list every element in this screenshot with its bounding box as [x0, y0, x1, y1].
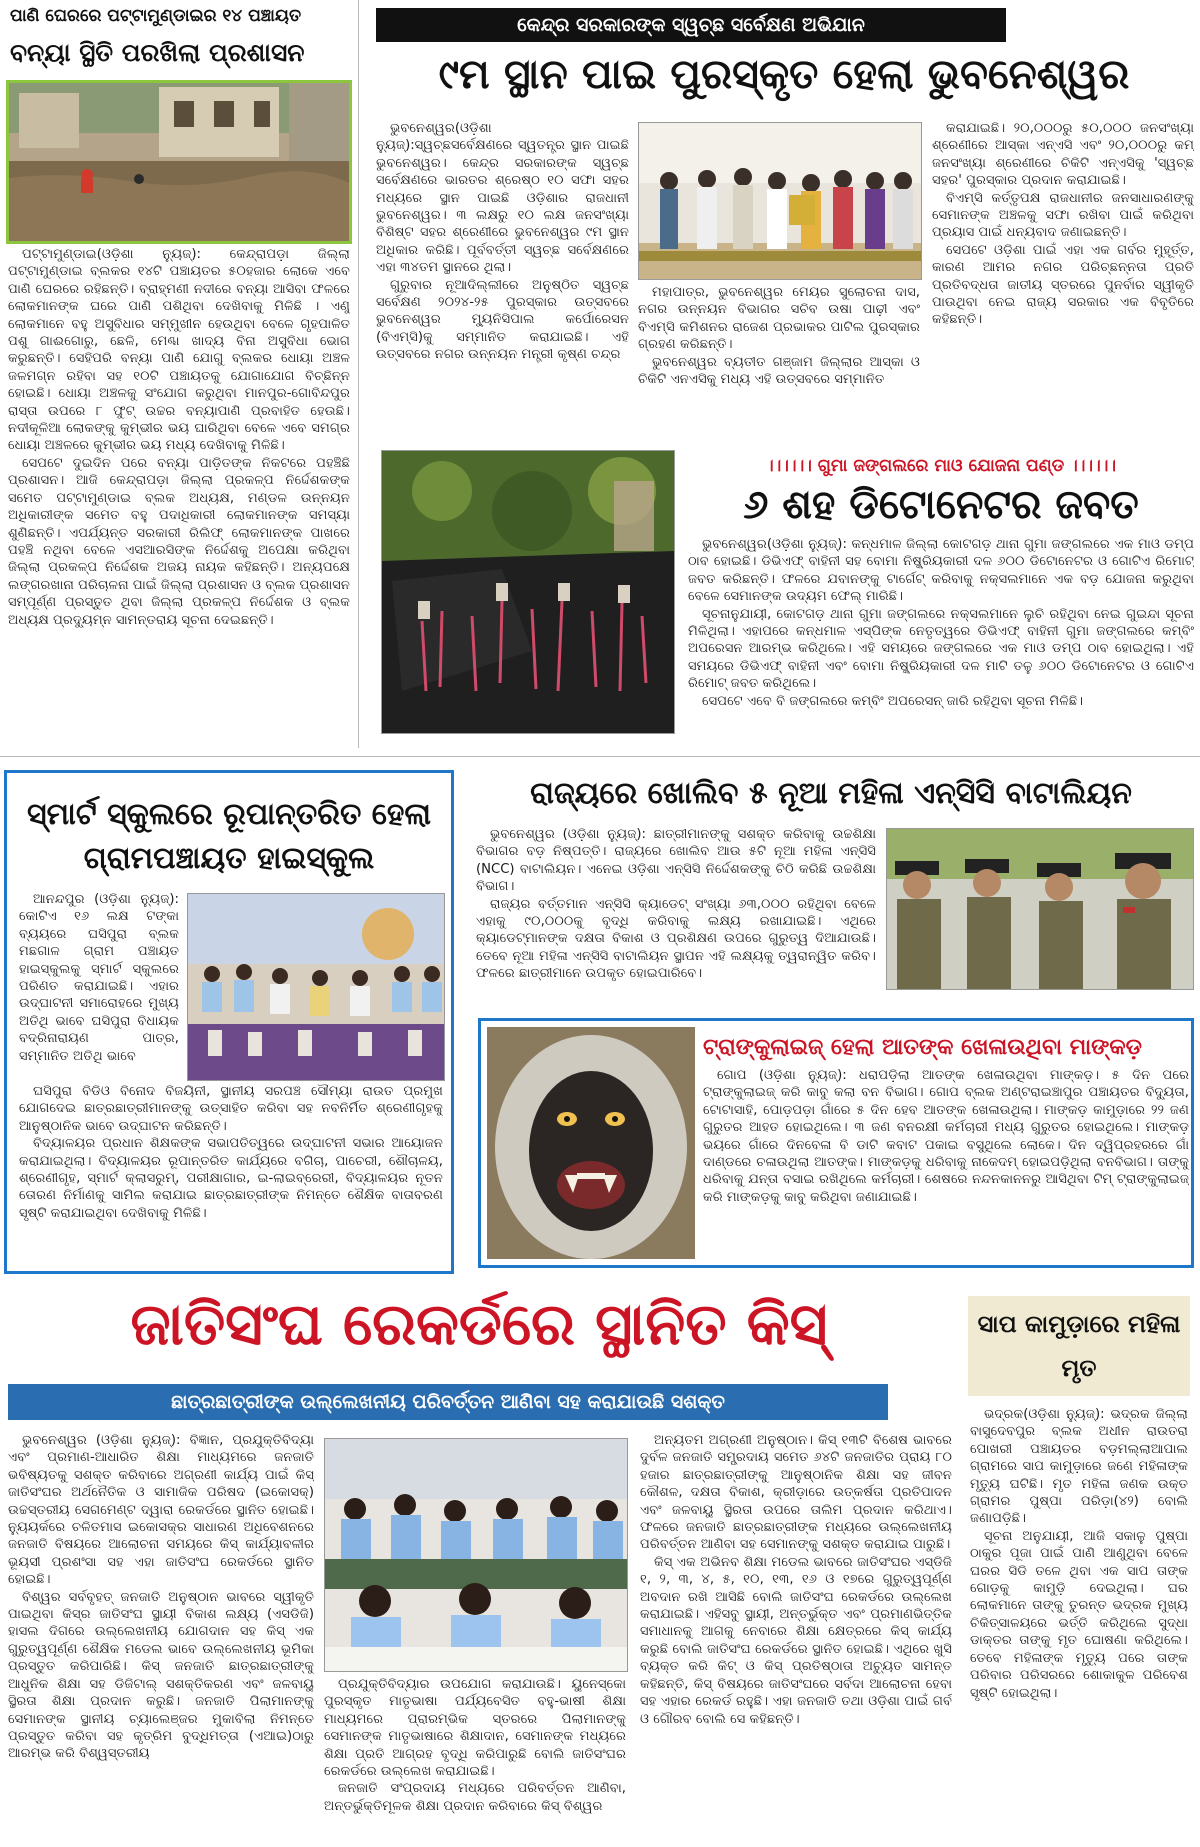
- kiss-col-2: [324, 1676, 626, 1844]
- kiss-paragraph: ଭୁବନେଶ୍ୱର (ଓଡ଼ିଶା ନ୍ୟୁଜ୍): ବିଜ୍ଞାନ, ପ୍ରଯୁକ୍ତିବିଦ୍ୟା ଏବଂ ପ୍ରମାଣ-ଆଧାରିତ ଶିକ୍ଷା ମାଧ୍ୟମରେ ଜନଜାତି ଭବିଷ୍ୟତକୁ ସଶକ୍ତ କରିବାରେ ଅଗ୍ରଣୀ କାର୍ଯ୍ୟ ପାଇଁ କିସ୍ ଜାତିସଂଘର ଅର୍ଥନୈତିକ ଓ ସାମାଜିକ ପରିଷଦ (ଇକୋସକ୍) ଉଚ୍ଚସ୍ତରୀୟ ସେଗମେଣ୍ଟ ଦ୍ୱାରା ରେକର୍ଡରେ ସ୍ଥାନିତ ହୋଇଛି। ନ୍ୟୁୟର୍କରେ ଚଳିତମାସ ଇକୋସକ୍‌ର ସାଧାରଣ ଅଧିବେଶନରେ ଜନଜାତି ବିଷୟରେ ଆଲୋଚନା ସମୟରେ କିସ୍ କାର୍ଯ୍ୟାବଳୀର ଭୂୟସୀ ପ୍ରଶଂସା ସହ ଏହା ଜାତିସଂଘ ରେକର୍ଡରେ ସ୍ଥାନିତ ହୋଇଛି।: [8, 1433, 314, 1588]
- school-body: [19, 1083, 443, 1269]
- kiss-photo: [324, 1438, 628, 1672]
- kiss-paragraph: ଅନ୍ୟତମ ଅଗ୍ରଣୀ ଅନୁଷ୍ଠାନ। କିସ୍ ୧୩ଟି ବିଶେଷ ଭାବରେ ଦୁର୍ବଳ ଜନଜାତି ସମ୍ପ୍ରଦାୟ ସମେତ ୬୪ଟି ଜନଜାତିର ପ୍ରାୟ ୮୦ ହଜାର ଛାତ୍ରଛାତ୍ରୀଙ୍କୁ ଆନୁଷ୍ଠାନିକ ଶିକ୍ଷା ସହ ଜୀବନ କୌଶଳ, ଦକ୍ଷତା ବିକାଶ, କ୍ରୀଡ଼ାରେ ଉତ୍କର୍ଷତା ପ୍ରତିପାଦନ ଏବଂ ଜଳବାୟୁ ସ୍ଥିରତା ଉପରେ ତାଲିମ ପ୍ରଦାନ କରିଥାଏ। ଫଳରେ ଜନଜାତି ଛାତ୍ରଛାତ୍ରୀଙ୍କ ମଧ୍ୟରେ ଉଲ୍ଲେଖନୀୟ ପରିବର୍ତ୍ତନ ଆଣିବା ସହ ସେମାନଙ୍କୁ ସଶକ୍ତ କରାଯାଇ ପାରୁଛି।: [640, 1433, 952, 1553]
- snake-headline-panel: [968, 1296, 1190, 1396]
- flood-paragraph: ପଟ୍ଟାମୁଣ୍ଡାଇ(ଓଡ଼ିଶା ନ୍ୟୁଜ୍): କେନ୍ଦ୍ରାପଡ଼ା ଜିଲ୍ଲା ପଟ୍ଟାମୁଣ୍ଡାଇ ବ୍ଲକର ୧୪ଟି ପଞ୍ଚାୟତର ୫୦ହଜାର ଲୋକେ ଏବେ ପାଣି ଘେରରେ ରହିଛନ୍ତି। ବ୍ରାହ୍ମଣୀ ନଦୀରେ ବନ୍ୟା ଆସିବା ଫଳରେ ଲୋକମାନଙ୍କ ଘରେ ପାଣି ପଶିଥିବା ଦେଖିବାକୁ ମିଳିଛି । ଏଣୁ ଲୋକମାନେ ବହୁ ଅସୁବିଧାର ସମ୍ମୁଖୀନ ହେଉଥିବା ବେଳେ ଗୃହପାଳିତ ପଶୁ ଗାଈଗୋରୁ, ଛେଳି, ମେଣ୍ଢା ଖାଦ୍ୟ ବିନା ଅସୁବିଧା ଭୋଗ କରୁଛନ୍ତି। ସେହିପରି ବନ୍ୟା ପାଣି ଯୋଗୁ ବ୍ଲକର ଧୋୟା ଅଞ୍ଚଳ ଜଳମଗ୍ନ ରହିବା ସହ ୧୦ଟି ପଞ୍ଚାୟତକୁ ଯୋଗାଯୋଗ ବିଚ୍ଛିନ୍ନ ହୋଇଛି। ଧୋୟା ଅଞ୍ଚଳକୁ ସଂଯୋଗ କରୁଥିବା ମାନପୁର-ଗୋବିନ୍ଦପୁର ରାସ୍ତା ଉପରେ ୮ ଫୁଟ୍ ଉଚ୍ଚର ବନ୍ୟାପାଣି ପ୍ରବାହିତ ହେଉଛି। ନଦୀକୂଳିଆ ଲୋକଙ୍କୁ କୁମ୍ଭୀର ଭୟ ଘାରିଥିବା ବେଳେ ଏବେ ସମଗ୍ର ଧୋୟା ଅଞ୍ଚଳରେ କୁମ୍ଭୀର ଭୟ ମଧ୍ୟ ଦେଖିବାକୁ ମିଳିଛି।: [8, 247, 350, 454]
- kiss-col-3: [640, 1432, 952, 1844]
- monkey-headline: ଟ୍ରାଙ୍କୁଲାଇଜ୍ ହେଲା ଆତଙ୍କ ଖେଳାଉଥିବା ମାଙ୍କଡ଼: [703, 1035, 1142, 1060]
- column-divider: [358, 0, 359, 748]
- clean-kicker-band: [376, 8, 1006, 42]
- ncc-photo: [886, 828, 1194, 990]
- snake-paragraph: ଭଦ୍ରକ(ଓଡ଼ିଶା ନ୍ୟୁଜ୍): ଭଦ୍ରକ ଜିଲ୍ଲା ବାସୁଦେବପୁର ବ୍ଲକ ଅଧୀନ ରାଉତରା ପୋଖରୀ ପଞ୍ଚାୟତର ବଡ଼ମଲ୍ଲାଆପାଲ ଗ୍ରାମରେ ସାପ କାମୁଡ଼ାରେ ଜଣେ ମହିଳାଙ୍କ ମୃତ୍ୟୁ ଘଟିଛି। ମୃତ ମହିଳା ଜଣକ ଉକ୍ତ ଗ୍ରାମର ପୁଷ୍ପା ପରିଡ଼ା(୪୨) ବୋଲି ଜଣାପଡ଼ିଛି।: [970, 1407, 1188, 1527]
- school-paragraph: ଆନନ୍ଦପୁର (ଓଡ଼ିଶା ନ୍ୟୁଜ୍): କୋଟିଏ ୧୬ ଲକ୍ଷ ଟଙ୍କା ବ୍ୟୟରେ ଘସିପୁରା ବ୍ଲକ ମଛଗାଳ ଗ୍ରାମ ପଞ୍ଚାୟତ ହାଇସ୍କୁଲକୁ ସ୍ମାର୍ଟ ସ୍କୁଲରେ ପରିଣତ କରାଯାଇଛି। ଏହାର ଉଦ୍‌ଘାଟନୀ ସମାରୋହରେ ମୁଖ୍ୟ ଅତିଥି ଭାବେ ଘସିପୁରା ବିଧାୟକ ବଦ୍ରିନାରାୟଣ ପାତ୍ର, ସମ୍ମାନିତ ଅତିଥି ଭାବେ: [19, 892, 179, 1064]
- detonator-photo: [381, 450, 675, 734]
- clean-paragraph: ଭୁବନେଶ୍ୱର ବ୍ୟତୀତ ଗଞ୍ଜାମ ଜିଲ୍ଲାର ଆସ୍କା ଓ ଚିକିଟି ଏନଏସିକୁ ମଧ୍ୟ ଏହି ଉତ୍ସବରେ ସମ୍ମାନିତ: [638, 354, 920, 388]
- monkey-body: [703, 1067, 1189, 1263]
- clean-kicker: କେନ୍ଦ୍ର ସରକାରଙ୍କ ସ୍ୱଚ୍ଛ ସର୍ବେକ୍ଷଣ ଅଭିଯାନ: [517, 14, 865, 36]
- snake-article: [964, 1282, 1200, 1847]
- detonator-paragraph: ଭୁବନେଶ୍ୱର(ଓଡ଼ିଶା ନ୍ୟୁଜ୍): କନ୍ଧମାଳ ଜିଲ୍ଲା କୋଟଗଡ଼ ଥାନା ଗୁମା ଜଙ୍ଗଲରେ ଏକ ମାଓ ଡମ୍ପ ଠାବ ହୋଇଛି। ଡିଭିଏଫ୍ ବାହିନୀ ସହ ବୋମା ନିଷ୍କ୍ରିୟକାରୀ ଦଳ ୬୦୦ ଡିଟୋନେଟର ଓ ଗୋଟିଏ ରିମୋଟ୍ ଜବତ କରିଛନ୍ତି। ଫଳରେ ଯବାନଙ୍କୁ ଟାର୍ଗେଟ୍ କରିବାକୁ ନକ୍ସଲମାନେ ଏକ ବଡ଼ ଯୋଜନା କରୁଥିବା ବେଳେ ସେମାନଙ୍କ ଉଦ୍ୟମ ଫେଲ୍ ମାରିଛି।: [688, 537, 1194, 605]
- snake-headline: ସାପ କାମୁଡ଼ାରେ ମହିଳା ମୃତ: [977, 1310, 1181, 1382]
- school-photo: [187, 893, 445, 1081]
- school-headline: ସ୍ମାର୍ଟ ସ୍କୁଲରେ ରୂପାନ୍ତରିତ ହେଲା ଗ୍ରାମପଞ୍ଚାୟତ ହାଇସ୍କୁଲ: [27, 797, 431, 876]
- flood-kicker: ପାଣି ଘେରରେ ପଟ୍ଟାମୁଣ୍ଡାଇର ୧୪ ପଞ୍ଚାୟତ: [10, 6, 302, 26]
- clean-paragraph: ମହାପାତ୍ର, ଭୁବନେଶ୍ୱର ମେୟର ସୁଲୋଚନା ଦାସ, ନଗର ଉନ୍ନୟନ ବିଭାଗର ସଚିବ ଉଷା ପାଢ଼ୀ ଏବଂ ବିଏମ୍‌ସି କମିଶନର ରାଜେଶ ପ୍ରଭାକର ପାଟିଲ ପୁରସ୍କାର ଗ୍ରହଣ କରିଛନ୍ତି।: [638, 285, 920, 353]
- flood-paragraph: ସେପଟେ ଦୁଇଦିନ ପରେ ବନ୍ୟା ପାଡ଼ିତଙ୍କ ନିକଟରେ ପହଞ୍ଚିଛି ପ୍ରଶାସନ। ଆଜି କେନ୍ଦ୍ରାପଡ଼ା ଜିଲ୍ଲା ପ୍ରକଳ୍ପ ନିର୍ଦ୍ଦେଶକଙ୍କ ସମେତ ପଟ୍ଟାମୁଣ୍ଡାଇ ବ୍ଲକ ଅଧ୍ୟକ୍ଷ, ମଣ୍ଡଳ ଉନ୍ନୟନ ଅଧିକାରୀଙ୍କ ସମେତ ବହୁ ପଦାଧିକାରୀ ଲୋକମାନଙ୍କ ସମସ୍ୟା ଶୁଣିଛନ୍ତି। ଏପର୍ଯ୍ୟନ୍ତ ସରକାରୀ ରିଲିଫ୍ ଲୋକମାନଙ୍କ ପାଖରେ ପହଞ୍ଚି ନଥିବା ବେଳେ ଏସଆରସିଙ୍କ ନିର୍ଦ୍ଦେଶକୁ ଅପେକ୍ଷା କରିଥିବା ଜିଲ୍ଲା ପ୍ରକଳ୍ପ ନିର୍ଦ୍ଦେଶକ ଅଜୟ ନାୟକ କହିଛନ୍ତି। ଅନ୍ୟପକ୍ଷେ ଲଙ୍ଗରଖାନା ପରିଚାଳନା ପାଇଁ ଜିଲ୍ଲା ପ୍ରଶାସନ ଓ ବ୍ଲକ ପ୍ରଶାସନ ସମ୍ପୂର୍ଣ୍ଣ ପ୍ରସ୍ତୁତ ଥିବା ଜିଲ୍ଲା ପ୍ରକଳ୍ପ ନିର୍ଦ୍ଦେଶକ ଓ ବ୍ଲକ ଅଧ୍ୟକ୍ଷ ପ୍ରଦ୍ୟୁମ୍ନ ସାମନ୍ତରାୟ ସୂଚନା ଦେଇଛନ୍ତି।: [8, 455, 350, 628]
- ncc-paragraph: ଭୁବନେଶ୍ୱର (ଓଡ଼ିଶା ନ୍ୟୁଜ୍): ଛାତ୍ରୀମାନଙ୍କୁ ସଶକ୍ତ କରିବାକୁ ଉଚ୍ଚଶିକ୍ଷା ବିଭାଗର ବଡ଼ ନିଷ୍ପତ୍ତି। ରାଜ୍ୟରେ ଖୋଲିବ ଆଉ ୫ଟି ନୂଆ ମହିଳା ଏନ୍‌ସିସି (NCC) ବାଟାଲିୟନ। ଏନେଇ ଓଡ଼ିଶା ଏନ୍‌ସିସି ନିର୍ଦ୍ଦେଶକଙ୍କୁ ଚିଠି କରିଛି ଉଚ୍ଚଶିକ୍ଷା ବିଭାଗ।: [476, 827, 876, 895]
- section-divider: [0, 756, 1200, 757]
- clean-paragraph: ଗୁରୁବାର ନୂଆଦିଲ୍ଲୀରେ ଅନୁଷ୍ଠିତ ସ୍ୱଚ୍ଛ ସର୍ବେକ୍ଷଣ ୨୦୨୪-୨୫ ପୁରସ୍କାର ଉତ୍ସବରେ ଭୁବନେଶ୍ୱର ମ୍ୟୁନିସିପାଲ କର୍ପୋରେସନ (ବିଏମ୍‌ସି)କୁ ସମ୍ମାନିତ କରାଯାଇଛି। ଏହି ଉତ୍ସବରେ ନଗର ଉନ୍ନୟନ ମନ୍ତ୍ରୀ କୃଷ୍ଣ ଚନ୍ଦ୍ର: [376, 277, 629, 363]
- clean-paragraph: ସେପଟେ ଓଡ଼ିଶା ପାଇଁ ଏହା ଏକ ଗର୍ବର ମୁହୂର୍ତ୍ତ, କାରଣ ଆମର ନଗର ପରିଚ୍ଛନ୍ନତା ପ୍ରତି ପ୍ରତିବଦ୍ଧତା ଜାତୀୟ ସ୍ତରରେ ପୁନର୍ବାର ସ୍ୱୀକୃତି ପାଉଥିବା ନେଇ ରାଜ୍ୟ ସରକାର ଏକ ବିବୃତିରେ କହିଛନ୍ତି।: [932, 242, 1194, 328]
- ncc-paragraph: ରାଜ୍ୟର ବର୍ତ୍ତମାନ ଏନ୍‌ସିସି କ୍ୟାଡେଟ୍ ସଂଖ୍ୟା ୬୩,୦୦୦ ରହିଥିବା ବେଳେ ଏହାକୁ ୯୦,୦୦୦କୁ ବୃଦ୍ଧି କରିବାକୁ ଲକ୍ଷ୍ୟ ରଖାଯାଇଛି। ଏଥିରେ କ୍ୟାଡେଟ୍‌ମାନଙ୍କ ଦକ୍ଷତା ବିକାଶ ଓ ପ୍ରଶିକ୍ଷଣ ଉପରେ ଗୁରୁତ୍ୱ ଦିଆଯାଉଛି। ତେବେ ନୂଆ ମହିଳା ଏନ୍‌ସିସି ବାଟାଲିୟନ ସ୍ଥାପନ ଏହି ଲକ୍ଷ୍ୟକୁ ତ୍ୱରାନ୍ୱିତ କରିବ। ଫଳରେ ଛାତ୍ରୀମାନେ ଉପକୃତ ହୋଇପାରିବେ।: [476, 896, 876, 982]
- award-photo: [638, 122, 922, 280]
- flood-body: [8, 246, 350, 746]
- clean-col-3: [932, 120, 1194, 438]
- clean-city-article: [368, 0, 1200, 440]
- detonator-paragraph: ସେପଟେ ଏବେ ବି ଜଙ୍ଗଲରେ କମ୍ବିଂ ଅପରେସନ୍ ଜାରି ରହିଥିବା ସୂଚନା ମିଳିଛି।: [702, 693, 1084, 709]
- monkey-photo: [487, 1027, 695, 1259]
- kiss-col-1: [8, 1432, 314, 1844]
- ncc-headline: ରାଜ୍ୟରେ ଖୋଲିବ ୫ ନୂଆ ମହିଳା ଏନ୍‌ସିସି ବାଟାଲିୟନ: [530, 776, 1132, 811]
- snake-paragraph: ସୂଚନା ଅନୁଯାୟୀ, ଆଜି ସକାଳୁ ପୁଷ୍ପା ଠାକୁର ପୂଜା ପାଇଁ ପାଣି ଆଣୁଥିବା ବେଳେ ଘରର ସିଡି ତଳେ ଥିବା ଏକ ସାପ ତାଙ୍କ ଗୋଡ଼କୁ କାମୁଡ଼ି ଦେଇଥିଲା। ଘର ଲୋକମାନେ ତାଙ୍କୁ ତୁରନ୍ତ ଭଦ୍ରକ ମୁଖ୍ୟ ଚିକିତ୍ସାଳୟରେ ଭର୍ତ୍ତି କରିଥିଲେ ସୁଦ୍ଧା ଡାକ୍ତର ତାଙ୍କୁ ମୃତ ଘୋଷଣା କରିଥିଲେ। ତେବେ ମହିଳାଙ୍କ ମୃତ୍ୟୁ ପରେ ତାଙ୍କ ପରିବାର ପରିସରରେ ଶୋକାକୁଳ ପରିବେଶ ସୃଷ୍ଟି ହୋଇଥିଲା।: [970, 1528, 1188, 1701]
- smart-school-article: [4, 770, 454, 1274]
- clean-col-1: [376, 120, 629, 438]
- detonator-body: [688, 536, 1194, 744]
- flood-article: [0, 0, 358, 748]
- monkey-paragraph: ଗୋପ (ଓଡ଼ିଶା ନ୍ୟୁଜ୍): ଧରାପଡ଼ିଲା ଆତଙ୍କ ଖେଳାଉଥିବା ମାଙ୍କଡ଼। ୫ ଦିନ ପରେ ଟ୍ରାଙ୍କୁଲାଇଜ୍ କରି କାବୁ କଲା ବନ ବିଭାଗ। ଗୋପ ବ୍ଲକ ଅଣ୍ଟରାଇଞ୍ଚାପୁର ପଞ୍ଚାୟତର ବିଦ୍ୟୁତା, ଟୋଟାସାହି, ପୋଡ଼ପଡ଼ା ଗାଁରେ ୫ ଦିନ ହେବ ଆତଙ୍କ ଖେଳାଉଥିଲା। ମାଙ୍କଡ଼ କାମୁଡ଼ାରେ ୨୨ ଜଣ ଗୁରୁତର ଆହତ ହୋଇଥିଲେ। ୩ ଜଣ ବନରକ୍ଷୀ କର୍ମଚାରୀ ମଧ୍ୟ ଗୁରୁତର ହୋଇଥିଲେ। ମାଙ୍କଡ଼ ଭୟରେ ଗାଁରେ ଦିନବେଳା ବି ଡାଟି କବାଟ ପକାଇ ବସୁଥିଲେ ଲୋକେ। ଦିନ ଦ୍ୱିପ୍ରହରରେ ଗାଁ ଦାଣ୍ଡରେ ଚଳାଉଥିଲା ଆତଙ୍କ। ମାଙ୍କଡ଼କୁ ଧରିବାକୁ ନାକେଦମ୍ ହୋଇପଡ଼ିଥିଲା ବନବିଭାଗ। ତାଙ୍କୁ ଧରିବାକୁ ଯନ୍ତା ବସାଇ ରଖିଥିଲେ କର୍ମଚାରୀ। ଶେଷରେ ନନ୍ଦନକାନନରୁ ଆସିଥିବା ଟିମ୍ ଟ୍ରାଙ୍କୁଲାଇଜ୍ କରି ମାଙ୍କଡ଼କୁ କାବୁ କରିଥିବା ଜଣାଯାଇଛି।: [703, 1068, 1189, 1205]
- kiss-paragraph: ଜନଜାତି ସଂପ୍ରଦାୟ ମଧ୍ୟରେ ପରିବର୍ତ୍ତନ ଆଣିବା, ଅନ୍ତର୍ଭୁକ୍ତିମୂଳକ ଶିକ୍ଷା ପ୍ରଦାନ କରିବାରେ କିସ୍ ବିଶ୍ୱର: [324, 1781, 626, 1814]
- kiss-article: [0, 1282, 958, 1847]
- kiss-subhead: ଛାତ୍ରଛାତ୍ରୀଙ୍କ ଉଲ୍ଲେଖନୀୟ ପରିବର୍ତ୍ତନ ଆଣିବା ସହ କରାଯାଉଛି ସଶକ୍ତ: [171, 1391, 725, 1413]
- flood-photo: [6, 80, 352, 244]
- detonator-paragraph: ସୂଚନାନୁଯାୟୀ, କୋଟଗଡ଼ ଥାନା ଗୁମା ଜଙ୍ଗଲରେ ନକ୍ସଲମାନେ ଲୁଚି ରହିଥିବା ନେଇ ଗୁଇନ୍ଦା ସୂଚନା ମିଳିଥିଲା। ଏହାପରେ କନ୍ଧମାଳ ଏସ୍‌ପିଙ୍କ ନେତୃତ୍ୱରେ ଡିଭିଏଫ୍ ବାହିନୀ ଗୁମା ଜଙ୍ଗଲରେ କମ୍ବିଂ ଅପରେସନ ଆରମ୍ଭ କରିଥିଲେ। ଏହି ସମୟରେ ଜଙ୍ଗଲରେ ଏକ ମାଓ ଡମ୍ପ ଠାବ ହୋଇଥିଲା। ଏହି ସମୟରେ ଡିଭିଏଫ୍ ବାହିନୀ ଏବଂ ବୋମା ନିଷ୍କ୍ରିୟକାରୀ ଦଳ ମାଟି ତଳୁ ୬୦୦ ଡିଟୋନେଟର ଓ ଗୋଟିଏ ରିମୋଟ୍ ଜବତ କରିଥିଲେ।: [688, 606, 1194, 692]
- kiss-paragraph: ପ୍ରଯୁକ୍ତିବିଦ୍ୟାର ଉପଯୋଗ କରାଯାଉଛି। ୟୁନେସ୍କୋ ପୁରସ୍କୃତ ମାତୃଭାଷା ପର୍ଯ୍ୟବେସିତ ବହୁ-ଭାଷୀ ଶିକ୍ଷା ମାଧ୍ୟମରେ ପ୍ରାରମ୍ଭିକ ସ୍ତରରେ ପିଲାମାନଙ୍କୁ ସେମାନଙ୍କ ମାତୃଭାଷାରେ ଶିକ୍ଷାଦାନ, ସେମାନଙ୍କ ମଧ୍ୟରେ ଶିକ୍ଷା ପ୍ରତି ଆଗ୍ରହ ବୃଦ୍ଧି କରିପାରୁଛି ବୋଲି ଜାତିସଂଘର ରେକର୍ଡରେ ଉଲ୍ଲେଖ କରାଯାଇଛି।: [324, 1677, 626, 1780]
- clean-paragraph: ବିଏମ୍‌ସି କର୍ତ୍ତୃପକ୍ଷ ରାଜଧାନୀର ଜନସାଧାରଣଙ୍କୁ ସେମାନଙ୍କ ଅଞ୍ଚଳକୁ ସଫା ରଖିବା ପାଇଁ କରିଥିବା ପ୍ରୟାସ ପାଇଁ ଧନ୍ୟବାଦ ଜଣାଇଛନ୍ତି।: [932, 190, 1194, 241]
- clean-paragraph: ଭୁବନେଶ୍ୱର(ଓଡ଼ିଶା ନ୍ୟୁଜ୍):ସ୍ୱଚ୍ଛସର୍ବେକ୍ଷଣରେ ସ୍ୱତନ୍ତ୍ର ସ୍ଥାନ ପାଇଛି ଭୁବନେଶ୍ୱର। କେନ୍ଦ୍ର ସରକାରଙ୍କ ସ୍ୱଚ୍ଛ ସର୍ବେକ୍ଷଣରେ ଭାରତର ଶ୍ରେଷ୍ଠ ୧୦ ସଫା ସହର ମଧ୍ୟରେ ସ୍ଥାନ ପାଇଛି ଓଡ଼ିଶାର ରାଜଧାନୀ ଭୁବନେଶ୍ୱର। ୩ ଲକ୍ଷରୁ ୧୦ ଲକ୍ଷ ଜନସଂଖ୍ୟା ବିଶିଷ୍ଟ ସହର ଶ୍ରେଣୀରେ ଭୁବନେଶ୍ୱର ୯ମ ସ୍ଥାନ ଅଧିକାର କରିଛି। ପୂର୍ବବର୍ତ୍ତୀ ସ୍ୱଚ୍ଛ ସର୍ବେକ୍ଷଣରେ ଏହା ୩୪ତମ ସ୍ଥାନରେ ଥିଲା।: [376, 121, 629, 276]
- monkey-article: [478, 1018, 1194, 1268]
- flood-headline: ବନ୍ୟା ସ୍ଥିତି ପରଖିଲା ପ୍ରଶାସନ: [10, 38, 305, 67]
- school-paragraph: ଘସିପୁରା ବିଡିଓ ବିନୋଦ ବିଜୟିନୀ, ସ୍ଥାନୀୟ ସରପଞ୍ଚ ସୌମ୍ୟା ରାଉତ ପ୍ରମୁଖ ଯୋଗଦେଇ ଛାତ୍ରଛାତ୍ରୀମାନଙ୍କୁ ଉତ୍ସାହିତ କରିବା ସହ ନବନିର୍ମିତ ଶ୍ରେଣୀଗୃହକୁ ଆନୁଷ୍ଠାନିକ ଭାବେ ଉଦ୍‌ଘାଟନ କରିଛନ୍ତି।: [19, 1084, 443, 1134]
- kiss-paragraph: କିସ୍ ଏକ ଅଭିନବ ଶିକ୍ଷା ମଡେଲ ଭାବରେ ଜାତିସଂଘର ଏସ୍‌ଡିଜି ୧, ୨, ୩, ୪, ୫, ୧୦, ୧୩, ୧୬ ଓ ୧୭ରେ ଗୁରୁତ୍ୱପୂର୍ଣ୍ଣ ଅବଦାନ ରଖି ଆସିଛି ବୋଲି ଜାତିସଂଘ ରେକର୍ଡରେ ଉଲ୍ଲେଖ କରାଯାଇଛି। ଏହିସବୁ ସ୍ଥାୟୀ, ଅନ୍ତର୍ଭୁକ୍ତ ଏବଂ ପ୍ରମାଣଭିତ୍ତିକ ସମାଧାନକୁ ଆଗକୁ ନେବାରେ ଶିକ୍ଷା କ୍ଷେତ୍ରରେ କିସ୍ କାର୍ଯ୍ୟ କରୁଛି ବୋଲି ଜାତିସଂଘ ରେକର୍ଡରେ ସ୍ଥାନିତ ହୋଇଛି। ଏଥିରେ ଖୁସି ବ୍ୟକ୍ତ କରି କିଟ୍ ଓ କିସ୍ ପ୍ରତିଷ୍ଠାତା ଅଚ୍ୟୁତ ସାମନ୍ତ କହିଛନ୍ତି, କିସ୍ ବିଷୟରେ ଜାତିସଂଘରେ ସର୍ବଦା ଆଲୋଚନା ହେବା ସହ ଏହାର ରେକର୍ଡ ରହୁଛି। ଏହା ଜନଜାତି ତଥା ଓଡ଼ିଶା ପାଇଁ ଗର୍ବ ଓ ଗୌରବ ବୋଲି ସେ କହିଛନ୍ତି।: [640, 1554, 952, 1727]
- kiss-subhead-band: [8, 1384, 888, 1420]
- ncc-body: [476, 826, 876, 1016]
- clean-col-2: [638, 284, 920, 438]
- kiss-paragraph: ବିଶ୍ୱର ସର୍ବବୃହତ୍ ଜନଜାତି ଅନୁଷ୍ଠାନ ଭାବରେ ସ୍ୱୀକୃତି ପାଇଥିବା କିସ୍‌ର ଜାତିସଂଘ ସ୍ଥାୟୀ ବିକାଶ ଲକ୍ଷ୍ୟ (ଏସଡିଜି) ହାସଲ ଦିଗରେ ଉଲ୍ଲେଖନୀୟ ଯୋଗଦାନ ସହ କିସ୍ ଏକ ଗୁରୁତ୍ୱପୂର୍ଣ୍ଣ ଶୈକ୍ଷିକ ମଡେଲ ଭାବେ ଉଲ୍ଲେଖନୀୟ ଭୂମିକା ପ୍ରସ୍ତୁତ କରିପାରିଛି। କିସ୍ ଜନଜାତି ଛାତ୍ରଛାତ୍ରୀଙ୍କୁ ଆଧୁନିକ ଶିକ୍ଷା ସହ ଡିଜିଟାଲ୍ ସଶକ୍ତିକରଣ ଏବଂ ଜଳବାୟୁ ସ୍ଥିରତା ଶିକ୍ଷା ପ୍ରଦାନ କରୁଛି। ଜନଜାତି ପିଲାମାନଙ୍କୁ ସେମାନଙ୍କ ସ୍ଥାନୀୟ ଚ୍ୟାଲେଞ୍ଜର ମୁକାବିଲା ନିମନ୍ତେ ପ୍ରସ୍ତୁତ କରିବା ସହ କୃତ୍ରିମ ବୁଦ୍ଧିମତ୍ତା (ଏଆଇ)ଠାରୁ ଆରମ୍ଭ କରି ବିଶ୍ୱସ୍ତରୀୟ: [8, 1589, 314, 1762]
- snake-body: [970, 1406, 1188, 1844]
- detonator-kicker: ।।।।।। ଗୁମା ଜଙ୍ଗଲରେ ମାଓ ଯୋଜନା ପଣ୍ଡ ।।।।।।: [765, 456, 1117, 476]
- detonator-article: [368, 448, 1200, 748]
- ncc-article: [462, 770, 1200, 1020]
- detonator-headline: ୬ ଶହ ଡିଟୋନେଟର ଜବତ: [743, 482, 1139, 528]
- kiss-headline: ଜାତିସଂଘ ରେକର୍ଡରେ ସ୍ଥାନିତ କିସ୍: [130, 1290, 828, 1358]
- school-paragraph: ବିଦ୍ୟାଳୟର ପ୍ରଧାନ ଶିକ୍ଷକଙ୍କ ସଭାପତିତ୍ୱରେ ଉଦ୍‌ଘାଟନୀ ସଭାର ଆୟୋଜନ କରାଯାଇଥିଲା। ବିଦ୍ୟାଳୟର ରୂପାନ୍ତରିତ କାର୍ଯ୍ୟରେ ବଗିଚା, ପାଚେରୀ, ଶୌଚାଳୟ, ଶ୍ରେଣୀଗୃହ, ସ୍ମାର୍ଟ କ୍ଲାସରୁମ୍, ପରୀକ୍ଷାଗାର, ଇ-ଲାଇବ୍ରେରୀ, ବିଦ୍ୟାଳୟର ନୂତନ ତୋରଣ ନିର୍ମାଣକୁ ସାମିଲ କରାଯାଇ ଛାତ୍ରଛାତ୍ରୀଙ୍କ ନିମନ୍ତେ ଶୈକ୍ଷିକ ବାତାବରଣ ସୃଷ୍ଟି କରାଯାଇଥିବା ଦେଖିବାକୁ ମିଳିଛି।: [19, 1136, 443, 1221]
- clean-paragraph: କରାଯାଇଛି। ୨୦,୦୦୦ରୁ ୫୦,୦୦୦ ଜନସଂଖ୍ୟା ଶ୍ରେଣୀରେ ଆସ୍କା ଏନ୍‌ଏସି ଏବଂ ୨୦,୦୦୦ରୁ କମ୍ ଜନସଂଖ୍ୟା ଶ୍ରେଣୀରେ ଚିକିଟି ଏନ୍‌ଏସିକୁ 'ସ୍ୱଚ୍ଛ ସହର' ପୁରସ୍କାର ପ୍ରଦାନ କରାଯାଇଛି।: [932, 121, 1194, 189]
- clean-headline: ୯ମ ସ୍ଥାନ ପାଇ ପୁରସ୍କୃତ ହେଲା ଭୁବନେଶ୍ୱର: [438, 50, 1130, 98]
